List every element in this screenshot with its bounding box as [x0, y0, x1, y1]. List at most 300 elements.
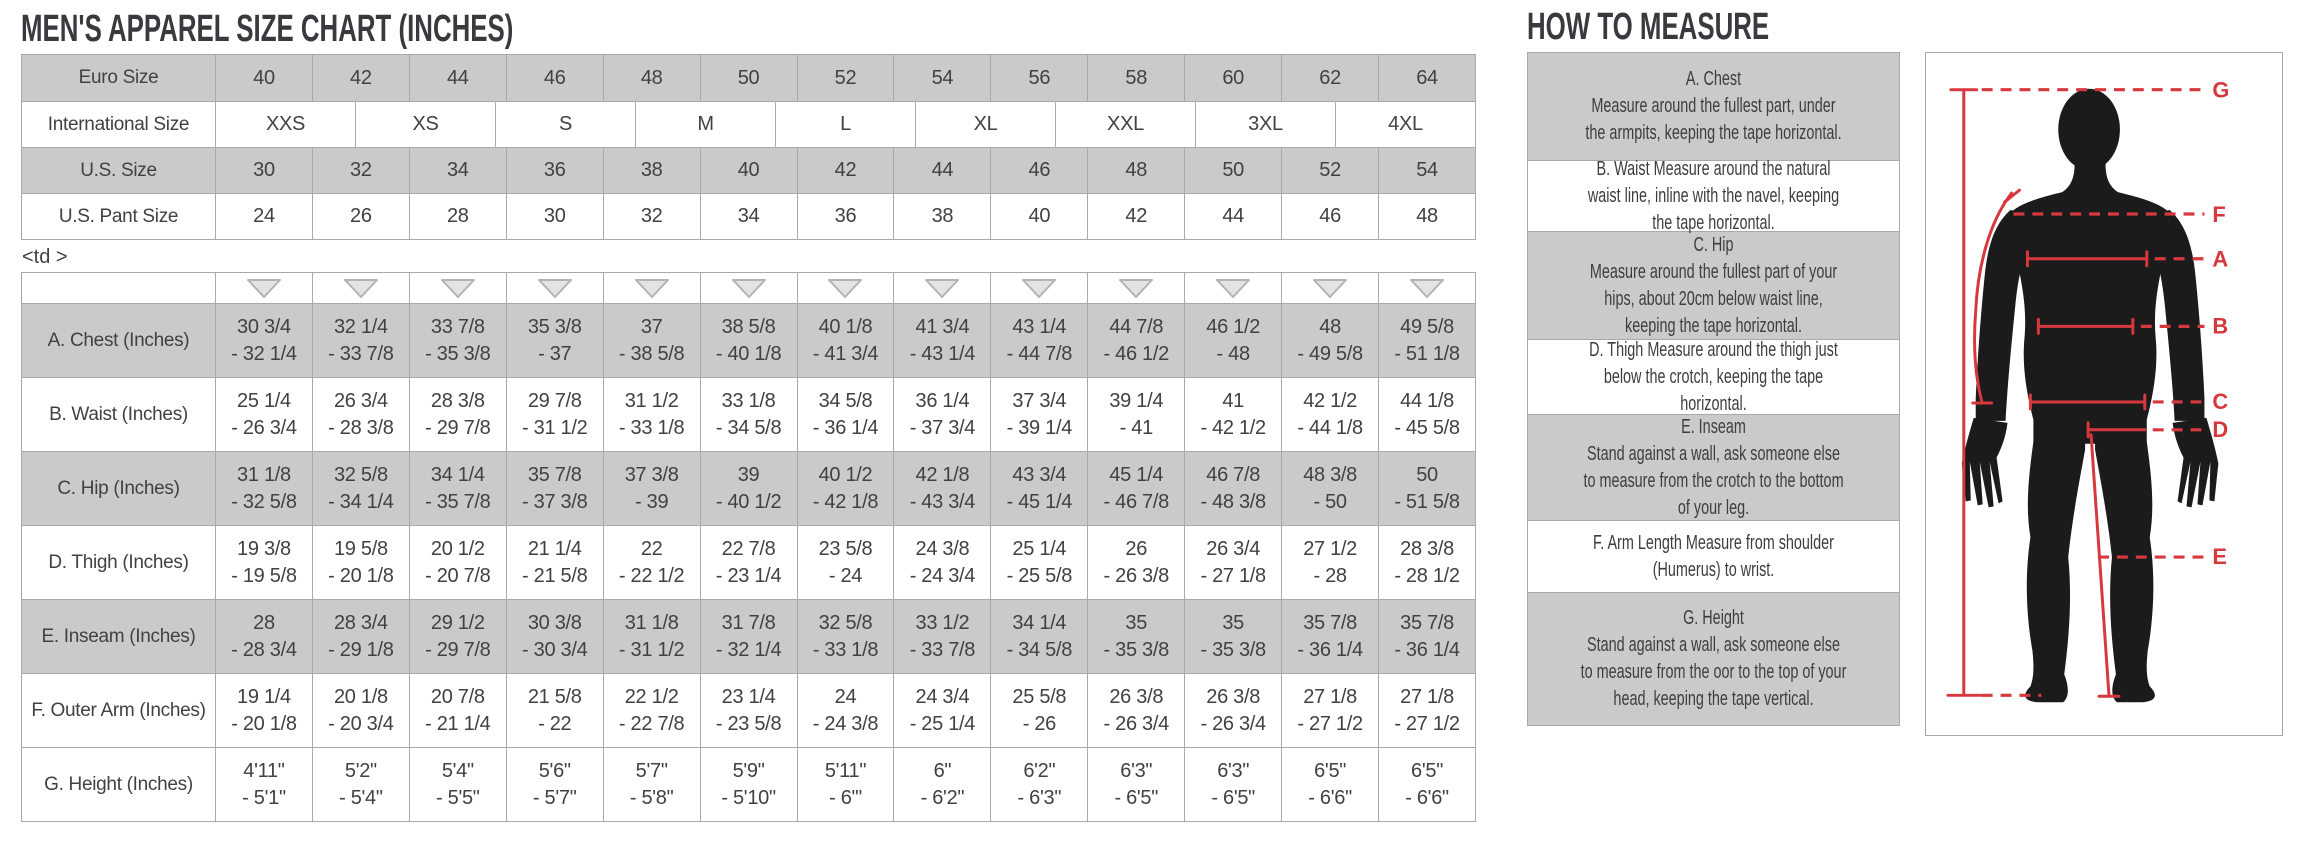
range-low: 33 7/8: [430, 315, 485, 338]
measurement-cell: [603, 526, 700, 599]
size-cell: 44: [1184, 194, 1281, 239]
body-measurement-diagram: [1925, 52, 2283, 736]
range-high: - 36 1/4: [1297, 638, 1363, 661]
measurement-cell: [1378, 452, 1475, 525]
range-high: - 32 1/4: [715, 638, 782, 661]
range-low: 25 5/8: [1012, 685, 1067, 708]
measurement-row: [22, 599, 1475, 673]
measurement-row: [22, 303, 1475, 377]
measurement-cell: [506, 674, 603, 747]
size-cell: 42: [1087, 194, 1184, 239]
measurement-cell: [893, 304, 990, 377]
measurement-cell: [506, 600, 603, 673]
range-high: - 44 7/8: [1006, 342, 1073, 365]
range-high: - 26 3/4: [1103, 712, 1169, 735]
measurement-cell: [603, 304, 700, 377]
size-cell: 46: [990, 148, 1087, 193]
range-high: - 24 3/8: [812, 712, 879, 735]
range-high: - 28 3/8: [328, 416, 394, 439]
range-high: - 25 1/4: [909, 712, 976, 735]
measure-step-text: Measure around the fullest part, under the armpits, keeping the tape horizontal.: [1585, 95, 1842, 144]
range-low: 27 1/2: [1303, 537, 1357, 560]
chevron-down-icon: [1021, 278, 1057, 298]
range-low: 46 7/8: [1206, 463, 1261, 486]
range-high: - 6'5": [1114, 786, 1159, 809]
measurement-cell: [215, 378, 312, 451]
range-high: - 28: [1313, 564, 1347, 587]
measure-step-content: [1580, 66, 1847, 147]
range-high: - 33 1/8: [618, 416, 685, 439]
range-low: 32 5/8: [333, 463, 388, 486]
range-high: - 42 1/2: [1200, 416, 1266, 439]
size-cell: 60: [1184, 55, 1281, 101]
range-low: 37 3/8: [624, 463, 679, 486]
measurement-cell: [215, 674, 312, 747]
measurement-cell: [409, 526, 506, 599]
measurement-cell: [409, 674, 506, 747]
range-low: 31 7/8: [721, 611, 776, 634]
size-cell: 38: [603, 148, 700, 193]
range-low: 27 1/8: [1400, 685, 1454, 708]
chevron-down-icon: [924, 278, 960, 298]
range-low: 22: [640, 537, 663, 560]
measurement-cell: [1281, 600, 1378, 673]
range-high: - 5'10": [721, 786, 776, 809]
range-high: - 26 3/8: [1103, 564, 1169, 587]
measurement-cell: [1184, 600, 1281, 673]
size-cell: 58: [1087, 55, 1184, 101]
chevron-down-icon: [827, 278, 863, 298]
range-low: 20 1/2: [430, 537, 485, 560]
column-dropdown[interactable]: [797, 273, 894, 303]
measure-step-content: [1580, 232, 1847, 340]
measurement-row-label: F. Outer Arm (Inches): [31, 699, 206, 721]
range-high: - 48 3/8: [1200, 490, 1266, 513]
measurement-cell: [409, 378, 506, 451]
measurement-cell: [1281, 748, 1378, 821]
size-cell: 24: [215, 194, 312, 239]
measurement-cell: [312, 674, 409, 747]
range-low: 26: [1125, 537, 1148, 560]
range-low: 4'11": [243, 759, 285, 782]
measurement-cell: [797, 674, 894, 747]
range-high: - 41 3/4: [812, 342, 879, 365]
measurement-cell: [1184, 452, 1281, 525]
range-low: 35 3/8: [527, 315, 582, 338]
range-high: - 34 5/8: [1006, 638, 1073, 661]
measurement-cell: [1087, 600, 1184, 673]
column-dropdown[interactable]: [603, 273, 700, 303]
range-low: 34 1/4: [1012, 611, 1067, 634]
range-high: - 20 3/4: [328, 712, 394, 735]
measure-step: [1528, 592, 1899, 725]
measure-step-text: Stand against a wall, ask someone else to measure from the crotch to the bottom of your leg.: [1583, 442, 1844, 519]
measurement-row-label: A. Chest (Inches): [47, 329, 190, 351]
stray-markup-text: <td >: [22, 246, 68, 268]
chevron-down-icon: [1118, 278, 1154, 298]
measurement-cell: [893, 600, 990, 673]
chevron-down-icon: [246, 278, 282, 298]
range-high: - 44 1/8: [1297, 416, 1363, 439]
range-high: - 50: [1313, 490, 1347, 513]
measure-step-heading: C. Hip: [1693, 233, 1734, 256]
size-cell: 3XL: [1195, 102, 1335, 147]
column-dropdown[interactable]: [409, 273, 506, 303]
measurement-cell: [700, 378, 797, 451]
size-cell: 36: [797, 194, 894, 239]
column-dropdown[interactable]: [990, 273, 1087, 303]
measure-step-content: [1580, 156, 1847, 237]
measurement-cell: [409, 452, 506, 525]
measure-step-content: [1580, 337, 1847, 418]
range-high: - 24 3/4: [909, 564, 976, 587]
column-dropdown[interactable]: [1087, 273, 1184, 303]
size-cell: 40: [215, 55, 312, 101]
range-high: - 29 7/8: [425, 638, 491, 661]
range-low: 25 1/4: [237, 389, 291, 412]
range-low: 19 5/8: [333, 537, 388, 560]
range-low: 29 1/2: [430, 611, 485, 634]
range-high: - 36 1/4: [1394, 638, 1460, 661]
range-high: - 26 3/4: [231, 416, 297, 439]
measurement-cell: [312, 600, 409, 673]
range-high: - 5'7": [532, 786, 577, 809]
range-low: 42 1/8: [915, 463, 970, 486]
measurement-cell: [1281, 378, 1378, 451]
letter-f: F: [2212, 201, 2226, 227]
range-low: 6'3": [1120, 759, 1153, 782]
chevron-down-icon: [731, 278, 767, 298]
measurement-cell: [990, 526, 1087, 599]
size-cell: 56: [990, 55, 1087, 101]
range-low: 26 3/4: [333, 389, 388, 412]
measure-step: [1528, 157, 1899, 234]
range-high: - 40 1/2: [715, 490, 782, 513]
size-cell: 28: [409, 194, 506, 239]
range-high: - 6'6": [1405, 786, 1449, 809]
measurement-cell: [1281, 452, 1378, 525]
chevron-down-icon: [1312, 278, 1348, 298]
measurement-cell: [1378, 304, 1475, 377]
measurement-cell: [1281, 526, 1378, 599]
measurement-cell: [215, 304, 312, 377]
measurement-cell: [1184, 378, 1281, 451]
letter-b: B: [2212, 313, 2229, 339]
range-high: - 27 1/8: [1200, 564, 1266, 587]
column-dropdown[interactable]: [1281, 273, 1378, 303]
range-low: 34 1/4: [430, 463, 485, 486]
measurement-cell: [1184, 748, 1281, 821]
measurement-row-label: C. Hip (Inches): [57, 477, 180, 499]
size-cell: 46: [1281, 194, 1378, 239]
measurement-cell: [1087, 378, 1184, 451]
how-to-measure-title-text: HOW TO MEASURE: [1527, 6, 1770, 48]
range-high: - 31 1/2: [618, 638, 685, 661]
column-arrows-row: [22, 273, 1475, 303]
how-to-measure-title: [1527, 6, 1883, 49]
column-dropdown[interactable]: [312, 273, 409, 303]
size-cell: S: [495, 102, 635, 147]
range-high: - 6'": [829, 786, 862, 809]
measurement-row: [22, 377, 1475, 451]
measurement-cell: [893, 452, 990, 525]
measurement-cell: [700, 748, 797, 821]
range-high: - 34 1/4: [328, 490, 394, 513]
measurement-cell: [797, 452, 894, 525]
range-high: - 6'3": [1017, 786, 1062, 809]
measurement-row: [22, 673, 1475, 747]
size-cell: 26: [312, 194, 409, 239]
measurement-row-label: E. Inseam (Inches): [41, 625, 196, 647]
measurement-cell: [797, 304, 894, 377]
range-low: 31 1/8: [624, 611, 679, 634]
range-high: - 28 1/2: [1394, 564, 1460, 587]
column-dropdown[interactable]: [1378, 273, 1475, 303]
measurement-cell: [700, 304, 797, 377]
range-low: 5'2": [344, 759, 377, 782]
range-high: - 27 1/2: [1394, 712, 1460, 735]
range-low: 6'5": [1411, 759, 1444, 782]
range-high: - 20 1/8: [328, 564, 394, 587]
size-cell: 52: [1281, 148, 1378, 193]
range-low: 23 5/8: [818, 537, 873, 560]
measurement-cell: [506, 304, 603, 377]
range-low: 5'4": [441, 759, 474, 782]
range-high: - 33 1/8: [812, 638, 879, 661]
range-low: 28 3/8: [1400, 537, 1454, 560]
range-high: - 34 5/8: [715, 416, 782, 439]
measurement-cell: [990, 452, 1087, 525]
measurement-cell: [1184, 304, 1281, 377]
size-row-label: U.S. Pant Size: [58, 205, 179, 227]
range-low: 49 5/8: [1400, 315, 1454, 338]
measurement-cell: [506, 452, 603, 525]
measurement-cell: [990, 748, 1087, 821]
measure-step-text: Stand against a wall, ask someone else to measure from the oor to the top of your head, keeping the tape vertical.: [1580, 634, 1847, 710]
size-cell: 42: [312, 55, 409, 101]
range-low: 6": [933, 759, 952, 782]
measure-step: [1528, 231, 1899, 339]
range-high: - 25 5/8: [1006, 564, 1073, 587]
range-low: 6'5": [1314, 759, 1347, 782]
range-low: 36 1/4: [915, 389, 970, 412]
measurement-cell: [1378, 600, 1475, 673]
size-cell: 48: [1087, 148, 1184, 193]
range-low: 32 1/4: [333, 315, 388, 338]
measurement-cell: [700, 452, 797, 525]
range-high: - 20 7/8: [425, 564, 491, 587]
range-low: 25 1/4: [1012, 537, 1067, 560]
chevron-down-icon: [1409, 278, 1445, 298]
range-low: 46 1/2: [1206, 315, 1261, 338]
size-cell: 48: [1378, 194, 1475, 239]
measurement-cell: [312, 378, 409, 451]
range-high: - 39: [635, 490, 669, 513]
size-cell: 62: [1281, 55, 1378, 101]
column-dropdown[interactable]: [506, 273, 603, 303]
range-low: 20 7/8: [430, 685, 485, 708]
measurement-cell: [893, 526, 990, 599]
range-low: 31 1/2: [624, 389, 679, 412]
range-low: 24 3/4: [915, 685, 970, 708]
page-title: [21, 8, 745, 51]
range-low: 35: [1222, 611, 1244, 634]
range-high: - 35 3/8: [425, 342, 491, 365]
size-cell: 38: [893, 194, 990, 239]
range-high: - 46 7/8: [1103, 490, 1169, 513]
range-low: 37: [640, 315, 663, 338]
size-table-row: [22, 101, 1475, 147]
range-low: 24 3/8: [915, 537, 970, 560]
range-high: - 28 3/4: [231, 638, 297, 661]
measurement-cell: [506, 748, 603, 821]
range-low: 30 3/8: [527, 611, 582, 634]
range-high: - 26 3/4: [1200, 712, 1266, 735]
range-high: - 49 5/8: [1297, 342, 1363, 365]
measurement-cell: [1281, 674, 1378, 747]
size-table-row: [22, 55, 1475, 101]
size-table-row: [22, 147, 1475, 193]
range-high: - 21 5/8: [522, 564, 588, 587]
size-cell: 34: [409, 148, 506, 193]
measure-instructions-list: [1527, 52, 1900, 726]
measure-step-content: [1580, 605, 1847, 713]
range-low: 21 5/8: [527, 685, 582, 708]
range-low: 6'3": [1217, 759, 1250, 782]
measurement-cell: [215, 600, 312, 673]
measurement-cell: [215, 526, 312, 599]
measurement-cell: [1378, 674, 1475, 747]
size-cell: 32: [312, 148, 409, 193]
range-low: 27 1/8: [1303, 685, 1357, 708]
measure-step-text: Measure around the fullest part of your hips, about 20cm below waist line, keeping the tape horizontal.: [1589, 260, 1838, 337]
range-low: 43 1/4: [1012, 315, 1067, 338]
range-high: - 45 5/8: [1394, 416, 1460, 439]
measurement-table: [21, 272, 1476, 822]
range-low: 31 1/8: [237, 463, 291, 486]
measure-step-content: [1580, 414, 1847, 522]
range-low: 45 1/4: [1109, 463, 1164, 486]
range-high: - 22 7/8: [618, 712, 685, 735]
size-cell: XXL: [1055, 102, 1195, 147]
range-low: 39 1/4: [1109, 389, 1164, 412]
measure-step: [1528, 520, 1899, 592]
measurement-cell: [312, 452, 409, 525]
column-dropdown[interactable]: [700, 273, 797, 303]
range-low: 22 7/8: [721, 537, 776, 560]
range-low: 26 3/8: [1206, 685, 1261, 708]
range-low: 26 3/4: [1206, 537, 1261, 560]
size-row-label: U.S. Size: [80, 159, 157, 181]
size-cell: 46: [506, 55, 603, 101]
measurement-row: [22, 747, 1475, 821]
range-high: - 23 5/8: [715, 712, 782, 735]
range-high: - 30 3/4: [522, 638, 588, 661]
size-cell: M: [635, 102, 775, 147]
measurement-cell: [215, 452, 312, 525]
measurement-cell: [990, 600, 1087, 673]
measure-step-content: [1580, 530, 1847, 584]
range-high: - 6'2": [920, 786, 965, 809]
range-high: - 51 1/8: [1394, 342, 1460, 365]
size-row-label: International Size: [47, 113, 190, 135]
measurement-row-label: B. Waist (Inches): [49, 403, 188, 425]
range-high: - 22: [538, 712, 572, 735]
range-low: 29 7/8: [527, 389, 582, 412]
range-low: 50: [1416, 463, 1438, 486]
range-high: - 6'5": [1211, 786, 1255, 809]
range-high: - 51 5/8: [1394, 490, 1460, 513]
range-low: 19 3/8: [237, 537, 291, 560]
range-low: 44 7/8: [1109, 315, 1164, 338]
letter-g: G: [2212, 77, 2230, 103]
size-cell: 4XL: [1335, 102, 1475, 147]
measurement-cell: [797, 378, 894, 451]
measure-step: [1528, 414, 1899, 520]
measurement-cell: [603, 378, 700, 451]
measurement-cell: [700, 526, 797, 599]
measurement-cell: [797, 748, 894, 821]
chevron-down-icon: [634, 278, 670, 298]
range-low: 35 7/8: [1400, 611, 1454, 634]
measurement-cell: [893, 674, 990, 747]
range-low: 22 1/2: [624, 685, 679, 708]
range-high: - 41: [1119, 416, 1153, 439]
size-cell: 54: [893, 55, 990, 101]
range-low: 20 1/8: [333, 685, 388, 708]
range-low: 5'7": [635, 759, 668, 782]
measurement-cell: [700, 600, 797, 673]
range-high: - 5'4": [339, 786, 383, 809]
column-dropdown[interactable]: [893, 273, 990, 303]
measure-step-text: D. Thigh Measure around the thigh just below the crotch, keeping the tape horizontal.: [1589, 338, 1838, 415]
range-low: 6'2": [1023, 759, 1056, 782]
measurement-row: [22, 451, 1475, 525]
range-low: 38 5/8: [721, 315, 776, 338]
range-low: 30 3/4: [237, 315, 291, 338]
range-high: - 32 1/4: [231, 342, 297, 365]
size-cell: XS: [355, 102, 495, 147]
column-dropdown[interactable]: [1184, 273, 1281, 303]
column-dropdown[interactable]: [215, 273, 312, 303]
range-high: - 26: [1022, 712, 1056, 735]
measurement-cell: [312, 748, 409, 821]
range-low: 23 1/4: [721, 685, 776, 708]
chevron-down-icon: [440, 278, 476, 298]
measure-step: [1528, 53, 1899, 160]
range-low: 5'6": [538, 759, 571, 782]
size-cell: 34: [700, 194, 797, 239]
range-high: - 5'1": [242, 786, 286, 809]
range-high: - 23 1/4: [715, 564, 782, 587]
range-high: - 33 7/8: [909, 638, 976, 661]
size-cell: 44: [409, 55, 506, 101]
measurement-cell: [1087, 748, 1184, 821]
size-cell: 48: [603, 55, 700, 101]
range-low: 5'9": [732, 759, 765, 782]
measurement-cell: [215, 748, 312, 821]
size-cell: XL: [915, 102, 1055, 147]
range-high: - 22 1/2: [618, 564, 685, 587]
male-silhouette-diagram: [1926, 53, 2282, 735]
range-high: - 6'6": [1308, 786, 1352, 809]
size-cell: 36: [506, 148, 603, 193]
measurement-cell: [1378, 748, 1475, 821]
range-low: 19 1/4: [237, 685, 291, 708]
measurement-cell: [797, 526, 894, 599]
range-low: 48: [1319, 315, 1341, 338]
measure-step-heading: G. Height: [1683, 607, 1744, 629]
